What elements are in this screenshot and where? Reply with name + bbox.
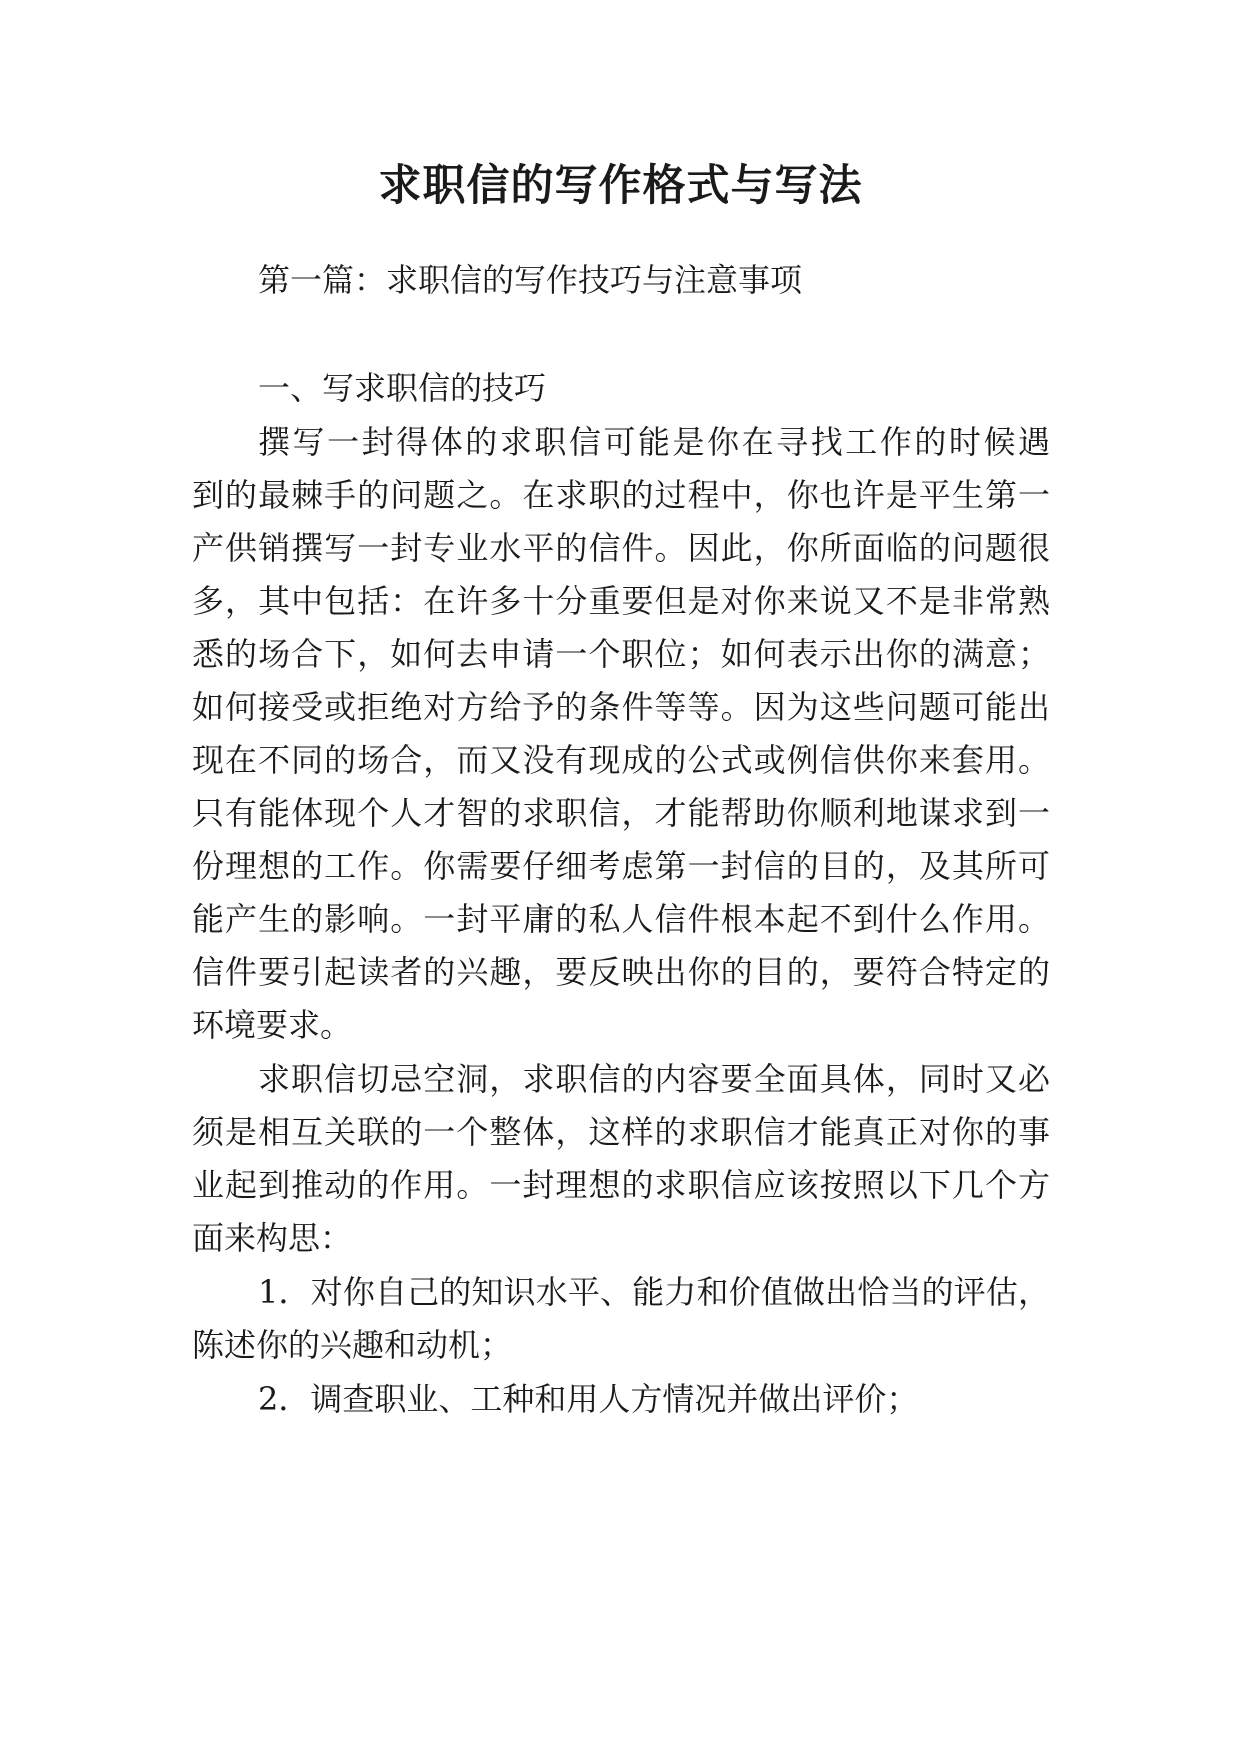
paragraph-line: 撰写一封得体的求职信可能是你在寻找工作的时候遇 (258, 423, 1050, 461)
paragraph-line: 现在不同的场合，而又没有现成的公式或例信供你来套用。 (192, 741, 1050, 779)
paragraph-line: 多，其中包括：在许多十分重要但是对你来说又不是非常熟 (192, 582, 1050, 620)
paragraph-line: 面来构思： (192, 1219, 353, 1257)
paragraph-line: 产供销撰写一封专业水平的信件。因此，你所面临的问题很 (192, 529, 1050, 567)
list-item: 1．对你自己的知识水平、能力和价值做出恰当的评估， (258, 1273, 1050, 1311)
part-heading: 第一篇：求职信的写作技巧与注意事项 (258, 261, 803, 299)
paragraph-line: 环境要求。 (192, 1006, 353, 1044)
paragraph-line: 业起到推动的作用。一封理想的求职信应该按照以下几个方 (192, 1166, 1050, 1204)
paragraph-line: 只有能体现个人才智的求职信，才能帮助你顺利地谋求到一 (192, 794, 1050, 832)
paragraph-line: 份理想的工作。你需要仔细考虑第一封信的目的，及其所可 (192, 847, 1050, 885)
paragraph-line: 到的最棘手的问题之。在求职的过程中，你也许是平生第一 (192, 476, 1050, 514)
section-heading: 一、写求职信的技巧 (258, 369, 547, 407)
list-item: 陈述你的兴趣和动机； (192, 1326, 513, 1364)
document-title: 求职信的写作格式与写法 (378, 161, 863, 211)
paragraph-line: 须是相互关联的一个整体，这样的求职信才能真正对你的事 (192, 1113, 1050, 1151)
paragraph-line: 能产生的影响。一封平庸的私人信件根本起不到什么作用。 (192, 900, 1050, 938)
paragraph-line: 求职信切忌空洞，求职信的内容要全面具体，同时又必 (258, 1060, 1050, 1098)
list-item: 2．调查职业、工种和用人方情况并做出评价； (258, 1380, 919, 1418)
paragraph-line: 如何接受或拒绝对方给予的条件等等。因为这些问题可能出 (192, 688, 1050, 726)
paragraph-line: 信件要引起读者的兴趣，要反映出你的目的，要符合特定的 (192, 953, 1050, 991)
paragraph-line: 悉的场合下，如何去申请一个职位；如何表示出你的满意； (192, 635, 1050, 673)
